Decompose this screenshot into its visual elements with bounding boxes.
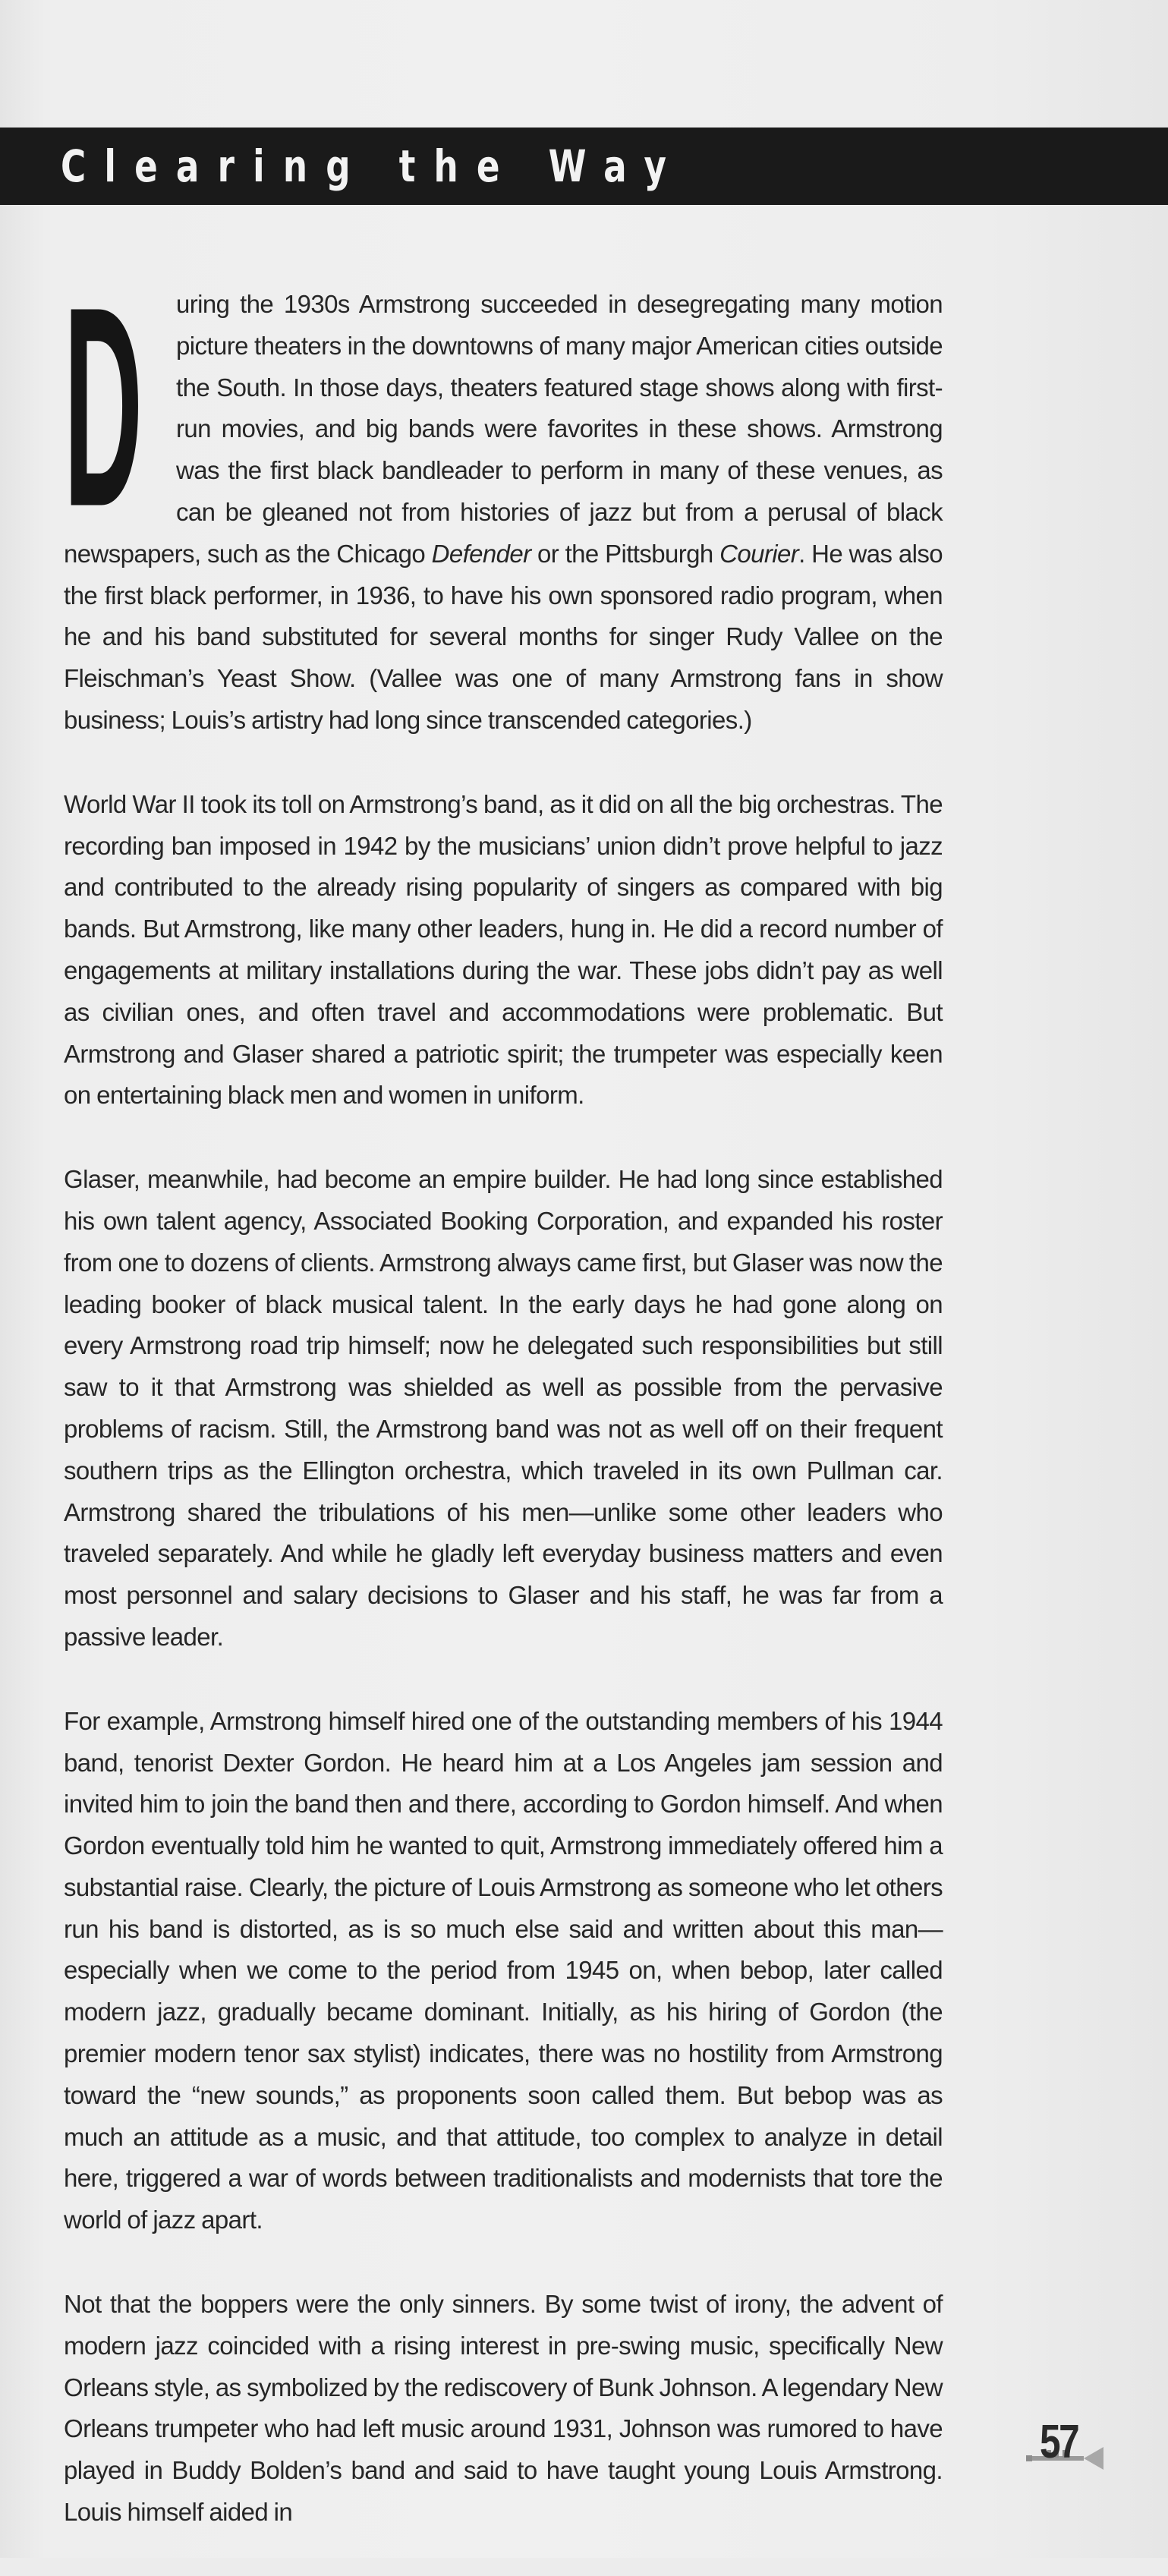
section-title-bar: [0, 128, 1168, 205]
newspaper-defender: Defender: [431, 539, 531, 568]
drop-cap: [64, 247, 158, 566]
article-body: [64, 247, 943, 2576]
section-title: Clearing the Way: [61, 140, 685, 192]
paragraph-4: For example, Armstrong himself hired one of the outstanding members of his 1944 band, tenorist Dexter Gordon. He heard him at a Los Angeles jam session and invited him to join the band then and there, according to Gordon himself. And when Gordon eventually told him he wanted to quit, Armstrong immediately offered him a substantial raise. Clearly, the picture of Louis Armstrong as someone who let others run his band is distorted, as is so much else said and written about this man—especially when we come to the period from 1945 on, when bebop, later called modern jazz, gradually became dominant. Initially, as his hiring of Gordon (the premier modern tenor sax stylist) indicates, there was no hostility from Armstrong toward the “new sounds,” as proponents soon called them. But bebop was as much an attitude as a music, and that attitude, too complex to analyze in detail here, triggered a war of words between traditionalists and modernists that tore the world of jazz apart.: [64, 1706, 943, 2234]
page-number: 57: [1040, 2416, 1078, 2468]
paragraph-1-end: . He was also the first black performer, in 1936, to have his own sponsored radio program, when he and his band substituted for several months for singer Rudy Vallee on the Fleischman’s Yeast Show. (Vallee was one of many Armstrong fans in show business; Louis’s artistry had long since transcended categories.): [64, 539, 943, 734]
drop-cap-letter: D: [64, 247, 143, 566]
paragraph-1-text: uring the 1930s Armstrong succeeded in desegregating many motion picture theaters in the downtowns of many major American cities outside the South. In those days, theaters featured stage shows along with first-run movies, and big bands were favorites in these shows. Armstrong was the first black bandleader to perform in many of these venues, as can be gleaned not from histories of jazz but from a perusal of black newspapers, such as the Chicago: [64, 290, 943, 568]
paragraph-1: [64, 247, 943, 742]
paragraph-5: Not that the boppers were the only sinners. By some twist of irony, the advent of modern jazz coincided with a rising interest in pre-swing music, specifically New Orleans style, as symbolized by the rediscovery of Bunk Johnson. A legendary New Orleans trumpeter who had left music around 1931, Johnson was rumored to have played in Buddy Bolden’s band and said to have taught young Louis Armstrong. Louis himself aided in: [64, 2290, 943, 2527]
paragraph-1-connector: or the Pittsburgh: [530, 539, 720, 568]
paragraph-2: World War II took its toll on Armstrong’s band, as it did on all the big orchestras. The recording ban imposed in 1942 by the musicians’ union didn’t prove helpful to jazz and contributed to the already rising popularity of singers as compared with big bands. But Armstrong, like many other leaders, hung in. He did a record number of engagements at military installations during the war. These jobs didn’t pay as well as civilian ones, and often travel and accommodations were problematic. But Armstrong and Glaser shared a patriotic spirit; the trumpeter was especially keen on entertaining black men and women in uniform.: [64, 789, 943, 1110]
newspaper-courier: Courier: [719, 539, 799, 568]
paragraph-3: Glaser, meanwhile, had become an empire builder. He had long since established his own talent agency, Associated Booking Corporation, and expanded his roster from one to dozens of clients. Armstrong always came first, but Glaser was now the leading booker of black musical talent. In the early days he had gone along on every Armstrong road trip himself; now he delegated such responsibilities but still saw to it that Armstrong was shielded as well as possible from the pervasive problems of racism. Still, the Armstrong band was not as well off on their frequent southern trips as the Ellington orchestra, which traveled in its own Pullman car. Armstrong shared the tribulations of his men—unlike some other leaders who traveled separately. And while he gladly left everyday business matters and even most personnel and salary decisions to Glaser and his staff, he was far from a passive leader.: [64, 1165, 943, 1651]
